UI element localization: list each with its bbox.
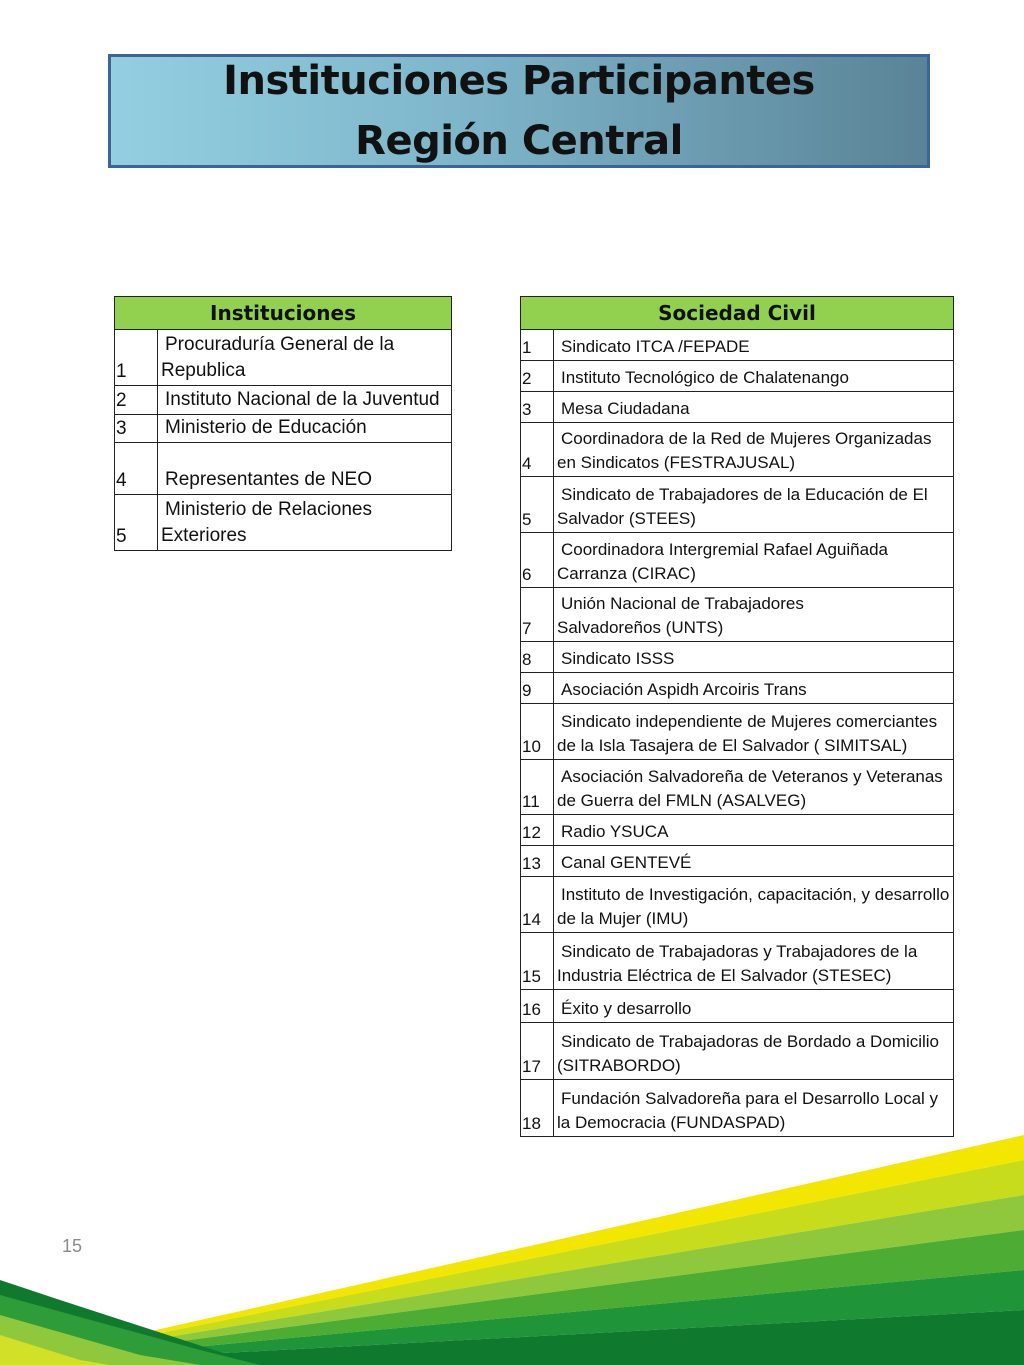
sociedad_civil-row-name-line2: de la Mujer (IMU) [557,909,689,928]
sociedad_civil-row-name-line2: Salvador (STEES) [557,509,696,528]
sociedad_civil-row-name-line1: Instituto Tecnológico de Chalatenango [561,368,849,387]
sociedad_civil-row-name [554,477,954,533]
sociedad_civil-row [521,588,954,642]
sociedad_civil-row-number: 7 [521,588,554,642]
instituciones-row-name-line2: Republica [161,360,246,381]
sociedad_civil-row-name-line2: en Sindicatos (FESTRAJUSAL) [557,453,796,472]
sociedad_civil-row-name-line1: Instituto de Investigación, capacitación, y desarrollo [561,885,950,904]
sociedad_civil-row-name [554,1023,954,1080]
sociedad_civil-row-name [554,990,954,1023]
instituciones-row-number: 1 [115,330,158,386]
sociedad_civil-row-name-line2: de Guerra del FMLN (ASALVEG) [557,791,807,810]
sociedad_civil-row [521,642,954,673]
sociedad_civil-row-name [554,673,954,704]
sociedad_civil-row-name-line1: Sindicato de Trabajadores de la Educación de El [561,485,928,504]
instituciones-row-name [158,415,452,443]
title-banner [108,54,930,168]
sociedad_civil-row-name-line1: Sindicato ISSS [561,649,675,668]
instituciones-header: Instituciones [115,297,452,330]
sociedad_civil-row-name-line2: (SITRABORDO) [557,1056,681,1075]
sociedad_civil-row-number: 4 [521,423,554,477]
instituciones-row [115,443,452,495]
sociedad_civil-row-name-line1: Sindicato de Trabajadoras de Bordado a Domicilio [561,1032,940,1051]
instituciones-row [115,415,452,443]
sociedad_civil-row-name [554,877,954,933]
sociedad_civil-row-name [554,642,954,673]
instituciones-table [114,296,452,551]
sociedad_civil-row-name-line1: Coordinadora de la Red de Mujeres Organizadas [561,429,932,448]
sociedad_civil-row-name-line1: Asociación Aspidh Arcoiris Trans [561,680,807,699]
sociedad_civil-row-name-line1: Coordinadora Intergremial Rafael Aguiñada [561,540,888,559]
title-line-1: Instituciones Participantes [223,58,815,104]
sociedad-civil-table [520,296,954,1137]
sociedad_civil-row [521,760,954,815]
sociedad_civil-row-number: 17 [521,1023,554,1080]
instituciones-row-name [158,443,452,495]
sociedad_civil-row-name-line2: Carranza (CIRAC) [557,564,696,583]
sociedad_civil-row-number: 12 [521,815,554,846]
sociedad_civil-row-name-line1: Sindicato ITCA /FEPADE [561,337,750,356]
sociedad_civil-row-name-line2: Industria Eléctrica de El Salvador (STESEC) [557,966,892,985]
sociedad_civil-row-name [554,392,954,423]
sociedad_civil-row [521,704,954,760]
sociedad_civil-row-number: 6 [521,533,554,588]
sociedad_civil-row-name [554,533,954,588]
title-line-2: Región Central [355,118,683,164]
sociedad_civil-row-name-line1: Sindicato independiente de Mujeres comerciantes [561,712,938,731]
sociedad_civil-row-number: 15 [521,933,554,990]
instituciones-row-name-line2: Exteriores [161,525,247,546]
sociedad_civil-row [521,673,954,704]
sociedad_civil-row-number: 5 [521,477,554,533]
sociedad_civil-row-number: 18 [521,1080,554,1137]
sociedad_civil-row-name [554,815,954,846]
sociedad_civil-row [521,330,954,361]
sociedad_civil-row-name [554,361,954,392]
sociedad_civil-row-name [554,760,954,815]
sociedad_civil-row [521,877,954,933]
sociedad_civil-row-name [554,846,954,877]
sociedad_civil-row [521,477,954,533]
instituciones-row-name-line1: Ministerio de Relaciones [165,499,372,520]
sociedad_civil-row-name-line2: de la Isla Tasajera de El Salvador ( SIMITSAL) [557,736,908,755]
instituciones-row-name [158,386,452,415]
sociedad_civil-row-name-line1: Radio YSUCA [561,822,669,841]
instituciones-row-name-line1: Instituto Nacional de la Juventud [165,389,440,410]
sociedad_civil-row-name-line2: la Democracia (FUNDASPAD) [557,1113,786,1132]
sociedad_civil-row [521,933,954,990]
sociedad_civil-row [521,846,954,877]
sociedad_civil-row-name-line1: Unión Nacional de Trabajadores [561,594,804,613]
sociedad_civil-row [521,423,954,477]
instituciones-row [115,495,452,551]
instituciones-row-number: 5 [115,495,158,551]
instituciones-row-name [158,495,452,551]
instituciones-row [115,330,452,386]
sociedad_civil-row [521,1023,954,1080]
instituciones-row-name-line1: Ministerio de Educación [165,417,367,438]
sociedad_civil-row [521,361,954,392]
page-number: 15 [62,1236,83,1256]
sociedad_civil-row-name-line1: Canal GENTEVÉ [561,853,692,872]
sociedad_civil-row-name [554,704,954,760]
sociedad_civil-row [521,815,954,846]
instituciones-row-number: 2 [115,386,158,415]
sociedad_civil-row-name [554,588,954,642]
sociedad_civil-row-number: 10 [521,704,554,760]
sociedad_civil-row-number: 11 [521,760,554,815]
sociedad_civil-row-name-line1: Sindicato de Trabajadoras y Trabajadores de la [561,942,918,961]
instituciones-row-name-line1: Procuraduría General de la [165,334,395,355]
sociedad_civil-row-name-line2: Salvadoreños (UNTS) [557,618,724,637]
instituciones-row-number: 3 [115,415,158,443]
sociedad_civil-row [521,533,954,588]
sociedad_civil-row-number: 2 [521,361,554,392]
sociedad_civil-row-name [554,423,954,477]
sociedad_civil-row-name-line1: Mesa Ciudadana [561,399,690,418]
sociedad_civil-row-number: 16 [521,990,554,1023]
sociedad_civil-row-number: 8 [521,642,554,673]
sociedad_civil-row-number: 14 [521,877,554,933]
sociedad_civil-row [521,392,954,423]
sociedad_civil-row-name-line1: Éxito y desarrollo [561,999,692,1018]
sociedad_civil-row-name [554,330,954,361]
instituciones-row-name-line1: Representantes de NEO [165,469,373,490]
decorative-swoosh [0,1120,1024,1365]
instituciones-row-name [158,330,452,386]
sociedad_civil-row-name-line1: Fundación Salvadoreña para el Desarrollo Local y [561,1089,939,1108]
sociedad_civil-row-number: 9 [521,673,554,704]
sociedad_civil-row-number: 13 [521,846,554,877]
sociedad_civil-row [521,990,954,1023]
instituciones-row [115,386,452,415]
instituciones-row-number: 4 [115,443,158,495]
sociedad_civil-row-name [554,933,954,990]
sociedad_civil-row-number: 1 [521,330,554,361]
sociedad_civil-row-number: 3 [521,392,554,423]
sociedad_civil-row-name-line1: Asociación Salvadoreña de Veteranos y Veteranas [561,767,943,786]
sociedad-civil-header: Sociedad Civil [521,297,954,330]
